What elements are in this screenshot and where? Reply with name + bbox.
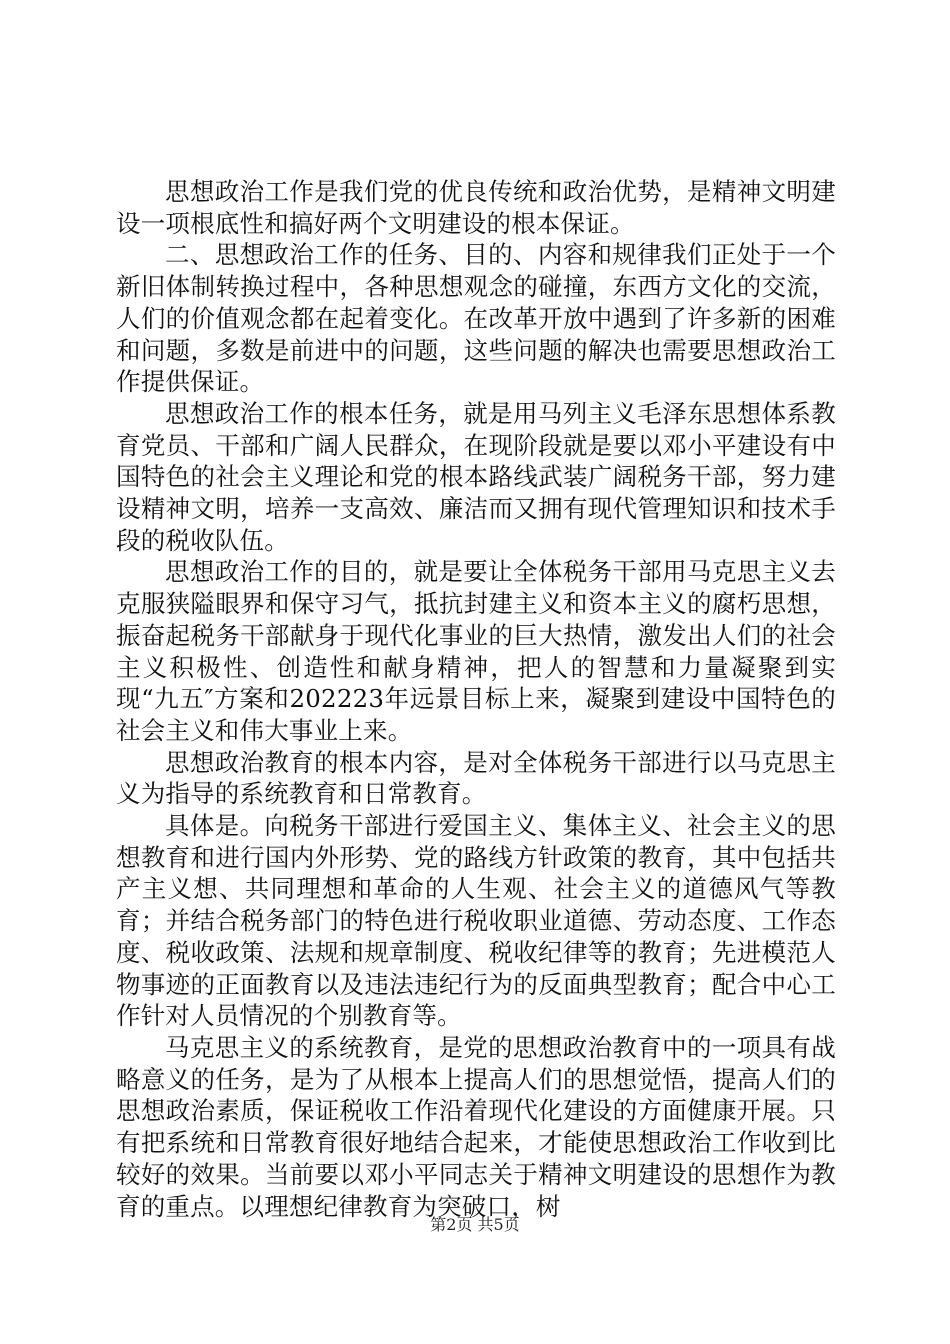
paragraph-2: 二、思想政治工作的任务、目的、内容和规律我们正处于一个新旧体制转换过程中，各种思想观念的碰撞，东西方文化的交流，人们的价值观念都在起着变化。在改革开放中遇到了许多新的困难和问题，多数是前进中的问题，这些问题的解决也需要思想政治工作提供保证。 [116, 240, 836, 397]
paragraph-5: 思想政治教育的根本内容，是对全体税务干部进行以马克思主义为指导的系统教育和日常教育。 [116, 747, 836, 809]
paragraph-7: 马克思主义的系统教育，是党的思想政治教育中的一项具有战略意义的任务，是为了从根本上提高人们的思想觉悟，提高人们的思想政治素质，保证税收工作沿着现代化建设的方面健康开展。只有把系统和日常教育很好地结合起来，才能使思想政治工作收到比较好的效果。当前要以邓小平同志关于精神文明建设的思想作为教育的重点。以理想纪律教育为突破口，树 [116, 1032, 836, 1221]
paragraph-4: 思想政治工作的目的，就是要让全体税务干部用马克思主义去克服狭隘眼界和保守习气，抵抗封建主义和资本主义的腐朽思想，振奋起税务干部献身于现代化事业的巨大热情，激发出人们的社会主义积极性、创造性和献身精神，把人的智慧和力量凝聚到实现“九五″方案和202223年远景目标上来，凝聚到建设中国特色的社会主义和伟大事业上来。 [116, 557, 836, 745]
paragraph-6: 具体是。向税务干部进行爱国主义、集体主义、社会主义的思想教育和进行国内外形势、党的路线方针政策的教育，其中包括共产主义想、共同理想和革命的人生观、社会主义的道德风气等教育；并结合税务部门的特色进行税收职业道德、劳动态度、工作态度、税收政策、法规和规章制度、税收纪律等的教育；先进模范人物事迹的正面教育以及违法违纪行为的反面典型教育；配合中心工作针对人员情况的个别教育等。 [116, 811, 836, 1031]
paragraph-3: 思想政治工作的根本任务，就是用马列主义毛泽东思想体系教育党员、干部和广阔人民群众，在现阶段就是要以邓小平建设有中国特色的社会主义理论和党的根本路线武装广阔税务干部，努力建设精神文明，培养一支高效、廉洁而又拥有现代管理知识和技术手段的税收队伍。 [116, 398, 836, 555]
document-body [116, 176, 836, 1222]
page-number-footer: 第2页 共5页 [430, 1215, 520, 1234]
paragraph-1: 思想政治工作是我们党的优良传统和政治优势，是精神文明建设一项根底性和搞好两个文明建设的根本保证。 [116, 177, 836, 238]
